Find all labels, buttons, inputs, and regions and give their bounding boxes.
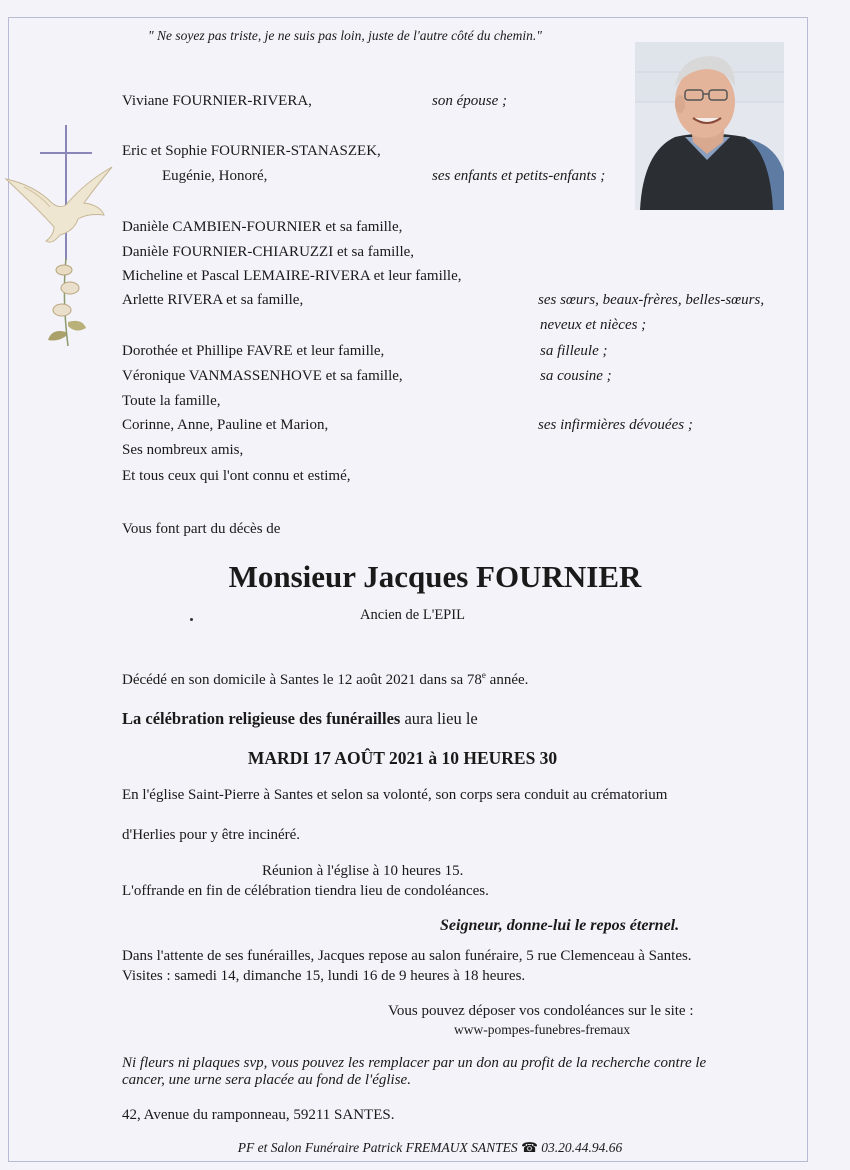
ceremony-line bbox=[122, 710, 478, 728]
all-family: Toute la famille, bbox=[122, 393, 221, 409]
dove-icon bbox=[4, 165, 114, 245]
nurses: Corinne, Anne, Pauline et Marion, bbox=[122, 417, 329, 433]
sibling-3: Micheline et Pascal LEMAIRE-RIVERA et leur famille, bbox=[122, 268, 462, 284]
visits-line-2: Visites : samedi 14, dimanche 15, lundi 16 de 9 heures à 18 heures. bbox=[122, 968, 526, 984]
siblings-relation-1: ses sœurs, beaux-frères, belles-sœurs, bbox=[538, 292, 765, 308]
announce-line: Vous font part du décès de bbox=[122, 521, 281, 537]
ceremony-date: MARDI 17 AOÛT 2021 à 10 HEURES 30 bbox=[247, 748, 558, 768]
flowers-line-2: cancer, une urne sera placée au fond de l'église. bbox=[122, 1072, 411, 1088]
church-line-1: En l'église Saint-Pierre à Santes et selon sa volonté, son corps sera conduit au crématorium bbox=[122, 787, 668, 803]
flowers-line-1: Ni fleurs ni plaques svp, vous pouvez les remplacer par un don au profit de la recherche contre le bbox=[122, 1055, 707, 1071]
prayer: Seigneur, donne-lui le repos éternel. bbox=[440, 917, 680, 934]
phone-icon: ☎ bbox=[521, 1140, 538, 1155]
ceremony-bold: La célébration religieuse des funérailles bbox=[122, 709, 401, 728]
quote: " Ne soyez pas triste, je ne suis pas loin, juste de l'autre côté du chemin." bbox=[148, 28, 542, 43]
offering-line: L'offrande en fin de célébration tiendra lieu de condoléances. bbox=[122, 883, 489, 899]
footer-phone: 03.20.44.94.66 bbox=[541, 1140, 623, 1155]
others: Et tous ceux qui l'ont connu et estimé, bbox=[122, 468, 351, 484]
death-text: Décédé en son domicile à Santes le 12 août 2021 dans sa 78 bbox=[122, 672, 482, 688]
condolences-site[interactable]: www-pompes-funebres-fremaux bbox=[454, 1022, 631, 1037]
sibling-1: Danièle CAMBIEN-FOURNIER et sa famille, bbox=[122, 219, 403, 235]
ceremony-rest: aura lieu le bbox=[400, 709, 478, 728]
sibling-2: Danièle FOURNIER-CHIARUZZI et sa famille, bbox=[122, 244, 415, 260]
meeting-line: Réunion à l'église à 10 heures 15. bbox=[262, 863, 464, 879]
deceased-subtitle: Ancien de L'EPIL bbox=[360, 607, 465, 623]
spouse-relation: son épouse ; bbox=[432, 93, 507, 109]
friends: Ses nombreux amis, bbox=[122, 442, 244, 458]
death-superscript: e bbox=[481, 670, 486, 680]
children-line-1: Eric et Sophie FOURNIER-STANASZEK, bbox=[122, 143, 381, 159]
children-line-2: Eugénie, Honoré, bbox=[162, 168, 268, 184]
church-line-2: d'Herlies pour y être incinéré. bbox=[122, 827, 301, 843]
siblings-relation-2: neveux et nièces ; bbox=[540, 317, 647, 333]
cousin-relation: sa cousine ; bbox=[540, 368, 612, 384]
death-line bbox=[122, 666, 528, 689]
nurses-relation: ses infirmières dévouées ; bbox=[538, 417, 693, 433]
footer-company: PF et Salon Funéraire Patrick FREMAUX SANTES bbox=[237, 1140, 518, 1155]
sibling-4: Arlette RIVERA et sa famille, bbox=[122, 292, 304, 308]
godchild: Dorothée et Phillipe FAVRE et leur famille, bbox=[122, 343, 385, 359]
children-relation: ses enfants et petits-enfants ; bbox=[432, 168, 606, 184]
address: 42, Avenue du ramponneau, 59211 SANTES. bbox=[122, 1107, 395, 1123]
godchild-relation: sa filleule ; bbox=[540, 343, 608, 359]
flowers-icon bbox=[42, 248, 92, 348]
death-text-end: année. bbox=[485, 672, 529, 688]
spouse-name: Viviane FOURNIER-RIVERA, bbox=[122, 93, 312, 109]
cousin: Véronique VANMASSENHOVE et sa famille, bbox=[122, 368, 403, 384]
deceased-name: Monsieur Jacques FOURNIER bbox=[228, 559, 642, 594]
portrait-photo bbox=[635, 42, 784, 210]
footer bbox=[0, 1139, 850, 1157]
visits-line-1: Dans l'attente de ses funérailles, Jacques repose au salon funéraire, 5 rue Clemenceau à Santes. bbox=[122, 948, 692, 964]
condolences-line: Vous pouvez déposer vos condoléances sur le site : bbox=[388, 1003, 694, 1019]
